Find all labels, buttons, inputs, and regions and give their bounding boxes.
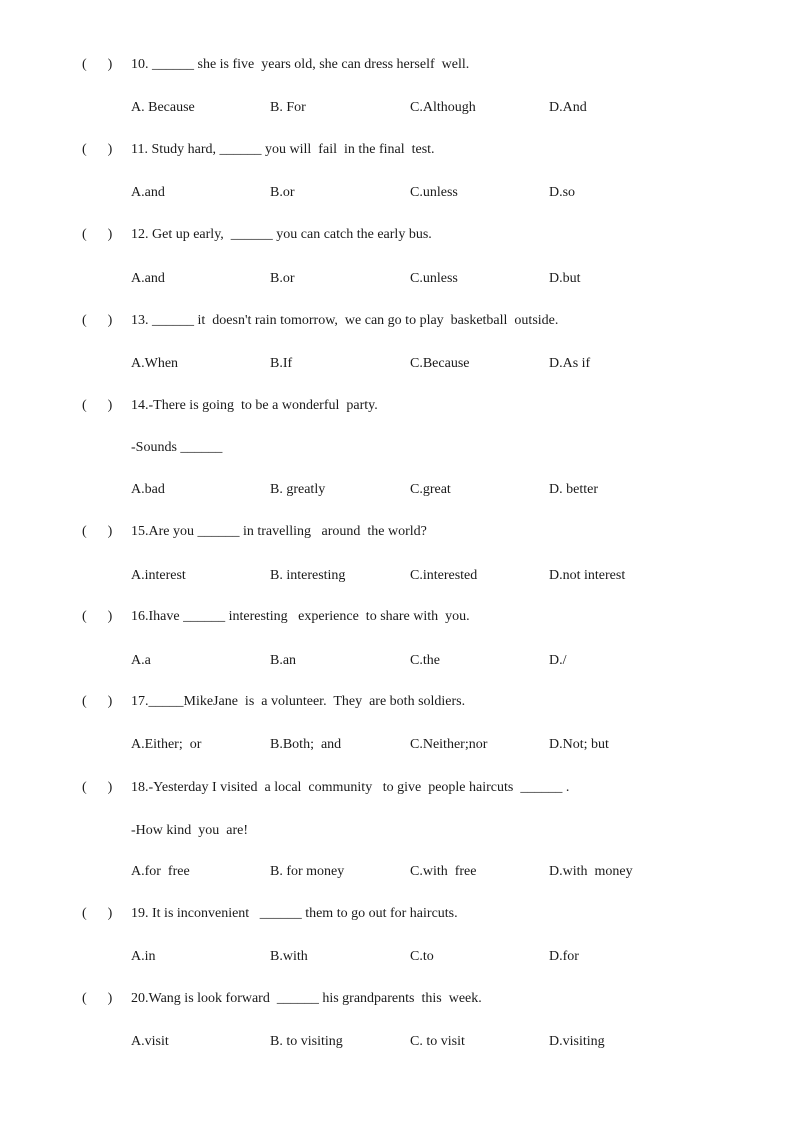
option-b: B. greatly xyxy=(270,482,326,497)
question-text: 12. Get up early, ______ you can catch the early bus. xyxy=(131,227,432,242)
answer-blank[interactable]: ( ) xyxy=(82,780,113,795)
question-text: 19. It is inconvenient ______ them to go out for haircuts. xyxy=(131,906,458,921)
question-text: 17._____MikeJane is a volunteer. They are both soldiers. xyxy=(131,694,466,709)
option-b: B.Both; and xyxy=(270,737,342,752)
option-c: C.with free xyxy=(410,864,477,879)
option-c: C.the xyxy=(410,653,440,668)
option-b: B.or xyxy=(270,185,295,200)
option-c: C.to xyxy=(410,949,434,964)
option-a: A.and xyxy=(131,185,165,200)
option-d: D.with money xyxy=(549,864,633,879)
option-a: A.Either; or xyxy=(131,737,202,752)
option-b: B. to visiting xyxy=(270,1034,343,1049)
question-text: 16.Ihave ______ interesting experience to share with you. xyxy=(131,609,470,624)
dialogue-response: -How kind you are! xyxy=(131,823,249,838)
option-b: B. interesting xyxy=(270,568,346,583)
option-a: A.for free xyxy=(131,864,190,879)
option-b: B. For xyxy=(270,100,306,115)
option-d: D./ xyxy=(549,653,567,668)
option-a: A.a xyxy=(131,653,151,668)
option-d: D.not interest xyxy=(549,568,626,583)
option-c: C.unless xyxy=(410,271,458,286)
answer-blank[interactable]: ( ) xyxy=(82,398,113,413)
answer-blank[interactable]: ( ) xyxy=(82,313,113,328)
option-d: D.for xyxy=(549,949,579,964)
question-text: 14.-There is going to be a wonderful party. xyxy=(131,398,378,413)
answer-blank[interactable]: ( ) xyxy=(82,694,113,709)
dialogue-response: -Sounds ______ xyxy=(131,440,223,455)
question-text: 18.-Yesterday I visited a local community to give people haircuts ______ . xyxy=(131,780,570,795)
question-text: 10. ______ she is five years old, she can dress herself well. xyxy=(131,57,470,72)
option-b: B.If xyxy=(270,356,293,371)
answer-blank[interactable]: ( ) xyxy=(82,57,113,72)
option-b: B.or xyxy=(270,271,295,286)
option-c: C.Although xyxy=(410,100,476,115)
answer-blank[interactable]: ( ) xyxy=(82,524,113,539)
option-a: A.When xyxy=(131,356,179,371)
option-a: A.and xyxy=(131,271,165,286)
option-a: A.bad xyxy=(131,482,165,497)
question-text: 11. Study hard, ______ you will fail in the final test. xyxy=(131,142,435,157)
option-d: D.visiting xyxy=(549,1034,605,1049)
option-d: D.As if xyxy=(549,356,591,371)
option-a: A.visit xyxy=(131,1034,169,1049)
option-b: B.with xyxy=(270,949,308,964)
question-text: 13. ______ it doesn't rain tomorrow, we can go to play basketball outside. xyxy=(131,313,559,328)
option-c: C.Neither;nor xyxy=(410,737,488,752)
answer-blank[interactable]: ( ) xyxy=(82,609,113,624)
option-a: A. Because xyxy=(131,100,195,115)
option-d: D.Not; but xyxy=(549,737,609,752)
option-c: C.interested xyxy=(410,568,478,583)
option-d: D.but xyxy=(549,271,581,286)
answer-blank[interactable]: ( ) xyxy=(82,142,113,157)
option-c: C.Because xyxy=(410,356,470,371)
answer-blank[interactable]: ( ) xyxy=(82,227,113,242)
option-a: A.in xyxy=(131,949,156,964)
option-d: D.And xyxy=(549,100,587,115)
option-c: C.great xyxy=(410,482,451,497)
answer-blank[interactable]: ( ) xyxy=(82,991,113,1006)
option-d: D.so xyxy=(549,185,576,200)
option-b: B.an xyxy=(270,653,297,668)
option-a: A.interest xyxy=(131,568,186,583)
option-c: C.unless xyxy=(410,185,458,200)
option-c: C. to visit xyxy=(410,1034,465,1049)
question-text: 20.Wang is look forward ______ his grandparents this week. xyxy=(131,991,482,1006)
question-text: 15.Are you ______ in travelling around the world? xyxy=(131,524,427,539)
answer-blank[interactable]: ( ) xyxy=(82,906,113,921)
option-b: B. for money xyxy=(270,864,345,879)
option-d: D. better xyxy=(549,482,598,497)
